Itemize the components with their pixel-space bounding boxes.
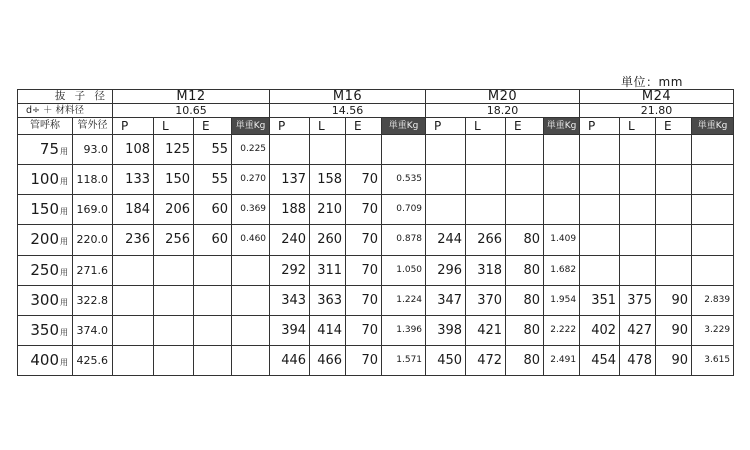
value-p-m16: 394 xyxy=(270,315,310,345)
value-l-m12 xyxy=(154,315,194,345)
value-e-m12: 60 xyxy=(194,225,232,255)
value-e-m20: 80 xyxy=(506,225,544,255)
table-row xyxy=(18,285,734,315)
value-l-m12 xyxy=(154,345,194,375)
col-header-l-m16: L xyxy=(310,118,346,135)
value-e-m12 xyxy=(194,255,232,285)
value-w-m24 xyxy=(692,255,734,285)
value-p-m24: 454 xyxy=(580,345,620,375)
nominal-size-suffix: 用 xyxy=(60,267,68,277)
outer-diameter-cell: 374.0 xyxy=(73,315,113,345)
value-e-m16: 70 xyxy=(346,345,382,375)
value-l-m12: 125 xyxy=(154,135,194,165)
value-p-m16 xyxy=(270,135,310,165)
value-w-m16: 0.878 xyxy=(382,225,426,255)
outer-diameter-cell: 271.6 xyxy=(73,255,113,285)
value-w-m24 xyxy=(692,165,734,195)
value-e-m20 xyxy=(506,135,544,165)
value-w-m16: 1.396 xyxy=(382,315,426,345)
col-header-p-m12: P xyxy=(113,118,154,135)
col-header-p-m24: P xyxy=(580,118,620,135)
value-e-m20: 80 xyxy=(506,345,544,375)
value-l-m16: 260 xyxy=(310,225,346,255)
value-e-m16: 70 xyxy=(346,255,382,285)
diameter-m24: 21.80 xyxy=(580,104,734,118)
nominal-size-suffix: 用 xyxy=(60,327,68,337)
value-p-m12: 133 xyxy=(113,165,154,195)
nominal-size-suffix: 用 xyxy=(60,357,68,367)
value-e-m20: 80 xyxy=(506,285,544,315)
col-header-e-m16: E xyxy=(346,118,382,135)
value-w-m16: 0.709 xyxy=(382,195,426,225)
value-l-m16: 210 xyxy=(310,195,346,225)
table-row xyxy=(18,135,734,165)
value-p-m20: 244 xyxy=(426,225,466,255)
value-l-m24: 478 xyxy=(620,345,656,375)
value-p-m20 xyxy=(426,195,466,225)
value-e-m16: 70 xyxy=(346,165,382,195)
nominal-size-value: 400 xyxy=(30,350,59,369)
header-row-diameter xyxy=(18,104,734,118)
value-l-m24 xyxy=(620,195,656,225)
value-p-m20: 296 xyxy=(426,255,466,285)
material-diameter-label: d÷ ＋ 材料径 xyxy=(18,104,113,118)
value-l-m24 xyxy=(620,135,656,165)
col-header-w-m24: 単重Kg xyxy=(692,118,734,135)
value-e-m24 xyxy=(656,195,692,225)
value-w-m12 xyxy=(232,255,270,285)
spec-table-body xyxy=(18,90,734,376)
value-p-m16: 137 xyxy=(270,165,310,195)
value-e-m24 xyxy=(656,225,692,255)
outer-diameter-cell: 322.8 xyxy=(73,285,113,315)
nominal-size-cell xyxy=(18,135,73,165)
value-e-m20: 80 xyxy=(506,315,544,345)
value-w-m24: 3.615 xyxy=(692,345,734,375)
nominal-size-cell xyxy=(18,195,73,225)
header-row-size xyxy=(18,90,734,104)
size-header-m12: M12 xyxy=(113,90,270,104)
nominal-size-value: 75 xyxy=(39,140,59,159)
value-e-m12: 55 xyxy=(194,165,232,195)
value-e-m24 xyxy=(656,255,692,285)
value-l-m24: 427 xyxy=(620,315,656,345)
nominal-size-suffix: 用 xyxy=(60,147,68,157)
value-e-m16: 70 xyxy=(346,225,382,255)
col-header-p-m16: P xyxy=(270,118,310,135)
value-l-m20 xyxy=(466,195,506,225)
table-row xyxy=(18,165,734,195)
value-l-m20: 266 xyxy=(466,225,506,255)
value-e-m12: 60 xyxy=(194,195,232,225)
value-e-m12 xyxy=(194,345,232,375)
nominal-size-cell xyxy=(18,225,73,255)
value-p-m24: 402 xyxy=(580,315,620,345)
value-e-m12: 55 xyxy=(194,135,232,165)
value-w-m12: 0.270 xyxy=(232,165,270,195)
value-p-m24 xyxy=(580,195,620,225)
outer-diameter-cell: 425.6 xyxy=(73,345,113,375)
value-p-m24 xyxy=(580,165,620,195)
value-e-m16: 70 xyxy=(346,315,382,345)
value-l-m12 xyxy=(154,255,194,285)
value-l-m20 xyxy=(466,135,506,165)
value-l-m20 xyxy=(466,165,506,195)
value-l-m12: 206 xyxy=(154,195,194,225)
value-w-m12 xyxy=(232,285,270,315)
value-e-m24 xyxy=(656,165,692,195)
value-l-m16: 414 xyxy=(310,315,346,345)
col-header-l-m12: L xyxy=(154,118,194,135)
nominal-size-value: 100 xyxy=(30,170,59,189)
value-w-m20: 2.222 xyxy=(544,315,580,345)
value-e-m20 xyxy=(506,165,544,195)
nominal-size-value: 150 xyxy=(30,200,59,219)
nominal-size-cell xyxy=(18,315,73,345)
value-e-m24: 90 xyxy=(656,315,692,345)
value-w-m16: 1.224 xyxy=(382,285,426,315)
col-header-p-m20: P xyxy=(426,118,466,135)
nominal-size-suffix: 用 xyxy=(60,297,68,307)
value-w-m24: 3.229 xyxy=(692,315,734,345)
value-p-m20: 347 xyxy=(426,285,466,315)
diameter-m16: 14.56 xyxy=(270,104,426,118)
value-p-m16: 292 xyxy=(270,255,310,285)
value-p-m24 xyxy=(580,255,620,285)
value-e-m16 xyxy=(346,135,382,165)
value-w-m16: 1.050 xyxy=(382,255,426,285)
value-w-m12: 0.225 xyxy=(232,135,270,165)
table-row xyxy=(18,255,734,285)
value-w-m16: 0.535 xyxy=(382,165,426,195)
value-p-m12: 184 xyxy=(113,195,154,225)
value-p-m20 xyxy=(426,135,466,165)
value-p-m12 xyxy=(113,285,154,315)
nominal-size-cell xyxy=(18,345,73,375)
size-header-m20: M20 xyxy=(426,90,580,104)
value-w-m20 xyxy=(544,165,580,195)
value-p-m12 xyxy=(113,345,154,375)
value-e-m20 xyxy=(506,195,544,225)
outer-diameter-cell: 169.0 xyxy=(73,195,113,225)
value-p-m16: 188 xyxy=(270,195,310,225)
value-w-m12: 0.460 xyxy=(232,225,270,255)
value-l-m12: 256 xyxy=(154,225,194,255)
value-e-m12 xyxy=(194,285,232,315)
nominal-size-cell xyxy=(18,165,73,195)
value-w-m16: 1.571 xyxy=(382,345,426,375)
value-w-m24: 2.839 xyxy=(692,285,734,315)
table-row xyxy=(18,225,734,255)
outer-diameter-cell: 118.0 xyxy=(73,165,113,195)
value-w-m20 xyxy=(544,135,580,165)
size-header-m16: M16 xyxy=(270,90,426,104)
value-l-m24 xyxy=(620,225,656,255)
col-header-w-m16: 単重Kg xyxy=(382,118,426,135)
value-p-m16: 446 xyxy=(270,345,310,375)
col-header-e-m12: E xyxy=(194,118,232,135)
outer-diameter-header: 管外径 xyxy=(73,118,113,135)
value-l-m24 xyxy=(620,255,656,285)
nominal-header: 管呼称 xyxy=(18,118,73,135)
value-p-m12 xyxy=(113,255,154,285)
table-row xyxy=(18,315,734,345)
col-header-w-m20: 単重Kg xyxy=(544,118,580,135)
value-w-m20 xyxy=(544,195,580,225)
nominal-size-value: 350 xyxy=(30,320,59,339)
value-w-m24 xyxy=(692,225,734,255)
value-e-m24: 90 xyxy=(656,285,692,315)
value-p-m20 xyxy=(426,165,466,195)
value-e-m16: 70 xyxy=(346,195,382,225)
value-l-m24 xyxy=(620,165,656,195)
value-w-m20: 1.682 xyxy=(544,255,580,285)
terminal-diameter-label: 抜 子 径 xyxy=(18,90,113,104)
value-l-m16: 311 xyxy=(310,255,346,285)
value-p-m16: 240 xyxy=(270,225,310,255)
col-header-l-m24: L xyxy=(620,118,656,135)
header-row-columns xyxy=(18,118,734,135)
value-w-m12 xyxy=(232,315,270,345)
value-p-m24 xyxy=(580,225,620,255)
value-e-m24 xyxy=(656,135,692,165)
col-header-w-m12: 単重Kg xyxy=(232,118,270,135)
value-w-m24 xyxy=(692,135,734,165)
value-w-m12 xyxy=(232,345,270,375)
value-l-m20: 370 xyxy=(466,285,506,315)
value-p-m12 xyxy=(113,315,154,345)
value-p-m12: 236 xyxy=(113,225,154,255)
nominal-size-value: 300 xyxy=(30,290,59,309)
nominal-size-cell xyxy=(18,255,73,285)
col-header-l-m20: L xyxy=(466,118,506,135)
value-l-m16: 158 xyxy=(310,165,346,195)
value-p-m24 xyxy=(580,135,620,165)
value-l-m20: 318 xyxy=(466,255,506,285)
value-w-m20: 1.954 xyxy=(544,285,580,315)
value-w-m20: 2.491 xyxy=(544,345,580,375)
table-row xyxy=(18,195,734,225)
value-p-m12: 108 xyxy=(113,135,154,165)
value-w-m16 xyxy=(382,135,426,165)
spec-table xyxy=(17,89,734,376)
value-l-m16: 363 xyxy=(310,285,346,315)
nominal-size-suffix: 用 xyxy=(60,207,68,217)
value-l-m24: 375 xyxy=(620,285,656,315)
value-l-m16: 466 xyxy=(310,345,346,375)
value-w-m24 xyxy=(692,195,734,225)
diameter-m20: 18.20 xyxy=(426,104,580,118)
value-l-m20: 421 xyxy=(466,315,506,345)
outer-diameter-cell: 220.0 xyxy=(73,225,113,255)
value-p-m20: 398 xyxy=(426,315,466,345)
value-e-m16: 70 xyxy=(346,285,382,315)
nominal-size-value: 200 xyxy=(30,230,59,249)
size-header-m24: M24 xyxy=(580,90,734,104)
value-l-m12: 150 xyxy=(154,165,194,195)
value-l-m16 xyxy=(310,135,346,165)
outer-diameter-cell: 93.0 xyxy=(73,135,113,165)
value-e-m20: 80 xyxy=(506,255,544,285)
nominal-size-value: 250 xyxy=(30,260,59,279)
col-header-e-m24: E xyxy=(656,118,692,135)
value-l-m12 xyxy=(154,285,194,315)
value-w-m12: 0.369 xyxy=(232,195,270,225)
nominal-size-suffix: 用 xyxy=(60,177,68,187)
value-p-m20: 450 xyxy=(426,345,466,375)
table-row xyxy=(18,345,734,375)
nominal-size-cell xyxy=(18,285,73,315)
diameter-m12: 10.65 xyxy=(113,104,270,118)
value-w-m20: 1.409 xyxy=(544,225,580,255)
value-l-m20: 472 xyxy=(466,345,506,375)
col-header-e-m20: E xyxy=(506,118,544,135)
value-e-m24: 90 xyxy=(656,345,692,375)
value-p-m16: 343 xyxy=(270,285,310,315)
value-e-m12 xyxy=(194,315,232,345)
nominal-size-suffix: 用 xyxy=(60,237,68,247)
value-p-m24: 351 xyxy=(580,285,620,315)
unit-label: 単位：mm xyxy=(621,75,683,89)
